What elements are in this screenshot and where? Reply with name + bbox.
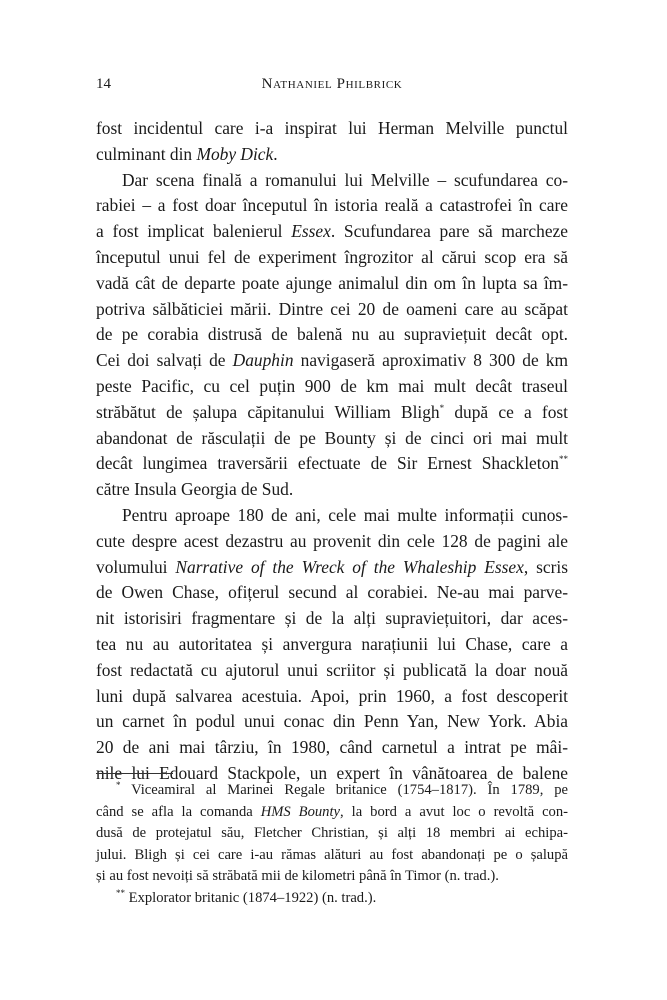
- text-run: după ce a fost: [444, 401, 568, 422]
- text-line: [96, 374, 568, 400]
- footnote-divider: [96, 773, 173, 774]
- text-run: nit istorisiri fragmentare și de la alți supraviețuitori, dar aces-: [96, 608, 568, 629]
- text-line: [96, 477, 568, 503]
- footnote-line: [96, 780, 568, 802]
- footnote-line: [96, 866, 568, 888]
- text-run: dusă de protejatul său, Fletcher Christian, și alți 18 membri ai echipa-: [96, 825, 568, 842]
- italic-title: HMS Bounty: [260, 803, 341, 820]
- text-run: un carnet în podul unui conac din Penn Yan, New York. Abia: [96, 711, 568, 732]
- footnote-marker: *: [116, 780, 121, 791]
- text-run: nile lui Edouard Stackpole, un expert în vânătoarea de balene: [96, 762, 568, 783]
- page-header: [96, 76, 568, 96]
- text-run: vadă cât de departe poate ajunge animalul din om în lupta sa îm-: [96, 272, 568, 293]
- italic-title: Essex: [291, 221, 331, 242]
- text-run: decât lungimea traversării efectuate de Sir Ernest Shackleton: [96, 453, 559, 474]
- text-line: [96, 142, 568, 168]
- text-line: [96, 503, 568, 529]
- text-line: [96, 193, 568, 219]
- italic-title: Narrative of the Wreck of the Whaleship Essex: [175, 556, 524, 577]
- text-line: [96, 219, 568, 245]
- text-line: [96, 348, 568, 374]
- text-line: [96, 271, 568, 297]
- text-run: tea nu au autoritatea și anvergura narațiunii lui Chase, care a: [96, 633, 568, 654]
- text-run: de pe corabia distrusă de balenă nu au supraviețuit decât opt.: [96, 324, 568, 345]
- text-line: [96, 116, 568, 142]
- text-run: , scris: [523, 556, 568, 577]
- body-text: [96, 116, 568, 787]
- text-run: Cei doi salvați de: [96, 350, 233, 371]
- text-run: străbătut de șalupa căpitanului William Bligh: [96, 401, 440, 422]
- footnote-line: [96, 802, 568, 824]
- text-line: [96, 529, 568, 555]
- footnote-line: [96, 845, 568, 867]
- text-run: către Insula Georgia de Sud.: [96, 479, 294, 500]
- text-run: jului. Bligh și cei care i-au rămas alături au fost abandonați pe o șalupă: [96, 846, 568, 863]
- text-run: peste Pacific, cu cel puțin 900 de km mai mult decât traseul: [96, 375, 568, 396]
- text-run: 20 de ani mai târziu, în 1980, când carnetul a intrat pe mâi-: [96, 737, 568, 758]
- text-line: [96, 632, 568, 658]
- text-line: [96, 168, 568, 194]
- text-line: [96, 709, 568, 735]
- text-run: .: [273, 143, 278, 164]
- italic-title: Dauphin: [232, 350, 294, 371]
- text-line: [96, 555, 568, 581]
- footnote-line: [96, 823, 568, 845]
- text-run: rabiei – a fost doar începutul în istoria reală a catastrofei în care: [96, 195, 568, 216]
- text-run: potriva sălbăticiei mării. Dintre cei 20 de oameni care au scăpat: [96, 298, 568, 319]
- footnote-line: [96, 888, 568, 910]
- text-line: [96, 426, 568, 452]
- page-number: 14: [96, 76, 111, 92]
- text-run: . Scufundarea pare să marcheze: [330, 221, 568, 242]
- text-run: , la bord a avut loc o revoltă con-: [340, 803, 569, 820]
- text-run: Dar scena finală a romanului lui Melville – scufundarea co-: [122, 169, 568, 190]
- text-run: culminant din: [96, 143, 197, 164]
- text-run: fost redactată cu ajutorul unui scriitor și publicată la doar nouă: [96, 659, 568, 680]
- text-run: Explorator britanic (1874–1922) (n. trad.).: [125, 889, 377, 906]
- footnote-marker: *: [439, 402, 445, 413]
- text-run: și au fost nevoiți să străbată mii de kilometri până în Timor (n. trad.).: [96, 868, 499, 885]
- text-run: fost incidentul care i-a inspirat lui Herman Melville punctul: [96, 118, 568, 138]
- text-line: [96, 658, 568, 684]
- text-line: [96, 580, 568, 606]
- text-run: de Owen Chase, ofițerul secund al corabiei. Ne-au mai parve-: [96, 582, 568, 603]
- text-line: [96, 684, 568, 710]
- text-run: Viceamiral al Marinei Regale britanice (1754–1817). În 1789, pe: [120, 782, 568, 798]
- text-run: cute despre acest dezastru au provenit din cele 128 de pagini ale: [96, 530, 568, 551]
- text-line: [96, 322, 568, 348]
- text-run: a fost implicat balenierul: [96, 221, 292, 242]
- text-line: [96, 400, 568, 426]
- footnote-marker: **: [116, 888, 125, 899]
- footnote-marker: **: [559, 454, 568, 465]
- text-line: [96, 245, 568, 271]
- running-head: Nathaniel Philbrick: [261, 76, 403, 92]
- text-run: abandonat de răsculații de pe Bounty și de cinci ori mai mult: [96, 427, 568, 448]
- text-line: [96, 297, 568, 323]
- text-run: când se afla la comanda: [96, 803, 261, 820]
- text-line: [96, 606, 568, 632]
- italic-title: Moby Dick: [196, 143, 274, 164]
- text-run: începutul unui fel de experiment îngrozitor al cărui scop era să: [96, 246, 568, 267]
- footnotes: [96, 780, 568, 910]
- text-line: [96, 735, 568, 761]
- text-run: luni după salvarea acestuia. Apoi, prin 1960, a fost descoperit: [96, 685, 568, 706]
- text-run: navigaseră aproximativ 8 300 de km: [293, 350, 568, 371]
- text-run: Pentru aproape 180 de ani, cele mai multe informații cunos-: [122, 504, 568, 525]
- text-run: volumului: [96, 556, 176, 577]
- text-line: [96, 451, 568, 477]
